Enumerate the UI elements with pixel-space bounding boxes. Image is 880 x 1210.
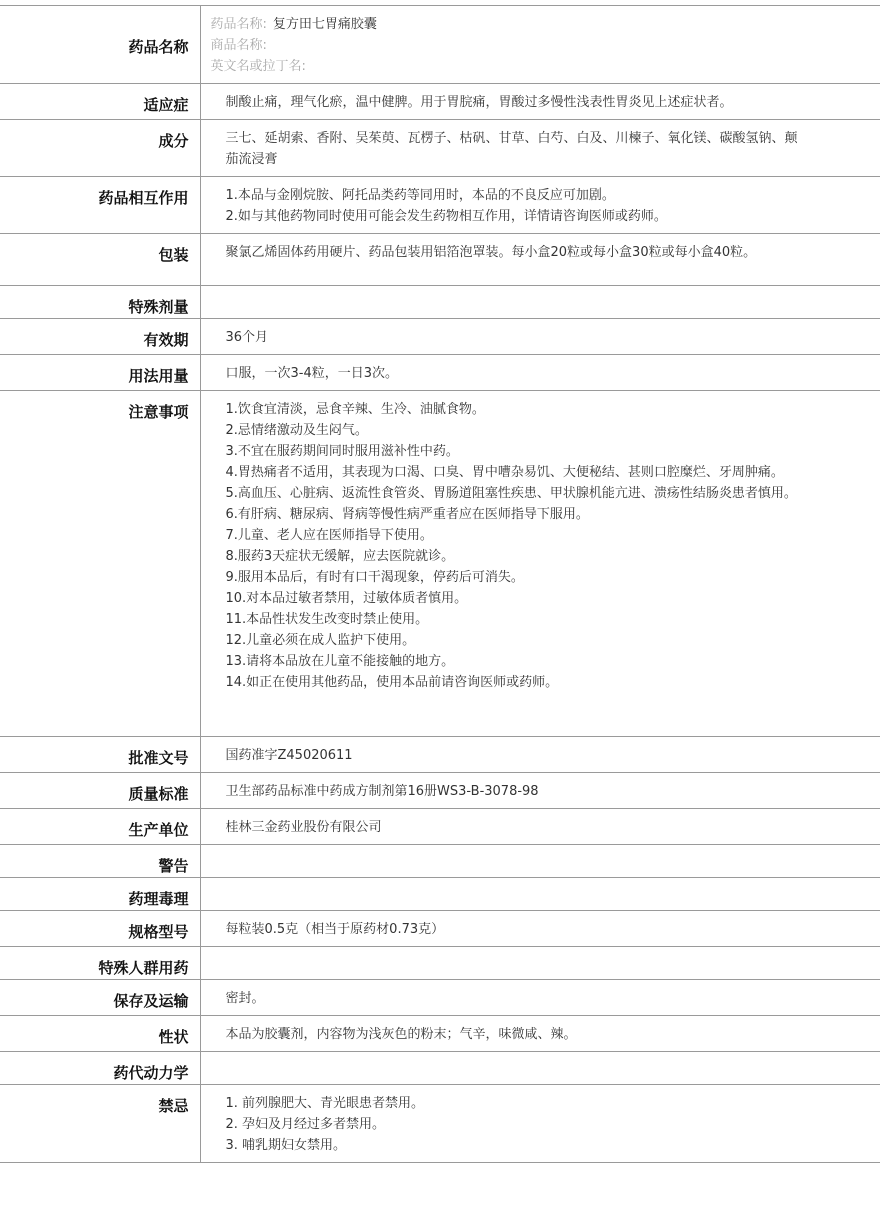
properties-line: 本品为胶囊剂，内容物为浅灰色的粉末；气辛，味微咸、辣。 — [225, 1027, 577, 1042]
precautions-line: 3.不宜在服药期间同时服用滋补性中药。 — [225, 444, 459, 459]
row-special-populations — [0, 947, 880, 980]
shelf-life-label: 有效期 — [0, 319, 200, 355]
precautions-line: 7.儿童、老人应在医师指导下使用。 — [225, 528, 433, 543]
manufacturer-label: 生产单位 — [0, 809, 200, 845]
row-ingredients — [0, 120, 880, 177]
dosage-value — [200, 355, 880, 391]
row-approval-number — [0, 737, 880, 773]
row-packaging — [0, 234, 880, 286]
drug-interactions-label: 药品相互作用 — [0, 177, 200, 234]
special-dosage-value — [200, 286, 880, 319]
drug-info-table — [0, 5, 880, 1163]
quality-standard-label: 质量标准 — [0, 773, 200, 809]
generic-name-value: 复方田七胃痛胶囊 — [272, 17, 377, 32]
precautions-value — [200, 391, 880, 737]
row-precautions — [0, 391, 880, 737]
specification-label: 规格型号 — [0, 911, 200, 947]
ingredients-line: 三七、延胡索、香附、吴茱萸、瓦楞子、枯矾、甘草、白芍、白及、川楝子、氧化镁、碳酸氢钠、颠茄流浸膏 — [225, 131, 798, 167]
properties-value — [200, 1016, 880, 1052]
indications-label: 适应症 — [0, 84, 200, 120]
precautions-line: 4.胃热痛者不适用，其表现为口渴、口臭、胃中嘈杂易饥、大便秘结、甚则口腔糜烂、牙周肿痛。 — [225, 465, 784, 480]
packaging-value — [200, 234, 880, 286]
quality-standard-value — [200, 773, 880, 809]
contraindications-label: 禁忌 — [0, 1085, 200, 1163]
drug-name-value — [200, 6, 880, 84]
special-dosage-label: 特殊剂量 — [0, 286, 200, 319]
precautions-line: 8.服药3天症状无缓解，应去医院就诊。 — [225, 549, 455, 564]
generic-name-key: 药品名称: — [210, 17, 267, 32]
shelf-life-line: 36个月 — [225, 330, 269, 345]
row-dosage — [0, 355, 880, 391]
manufacturer-value — [200, 809, 880, 845]
dosage-line: 口服，一次3-4粒，一日3次。 — [225, 366, 399, 381]
approval-number-value — [200, 737, 880, 773]
precautions-line: 13.请将本品放在儿童不能接触的地方。 — [225, 654, 455, 669]
row-shelf-life — [0, 319, 880, 355]
precautions-line: 12.儿童必须在成人监护下使用。 — [225, 633, 416, 648]
pharmacokinetics-label: 药代动力学 — [0, 1052, 200, 1085]
precautions-line: 11.本品性状发生改变时禁止使用。 — [225, 612, 429, 627]
contraindications-line: 1. 前列腺肥大、青光眼患者禁用。 — [225, 1096, 425, 1111]
pharmacology-toxicology-value — [200, 878, 880, 911]
shelf-life-value — [200, 319, 880, 355]
contraindications-value — [200, 1085, 880, 1163]
row-specification — [0, 911, 880, 947]
generic-name-line — [211, 14, 880, 35]
precautions-line: 2.忌情绪激动及生闷气。 — [225, 423, 368, 438]
warning-label: 警告 — [0, 845, 200, 878]
special-populations-label: 特殊人群用药 — [0, 947, 200, 980]
row-pharmacology-toxicology — [0, 878, 880, 911]
precautions-line: 1.饮食宜清淡，忌食辛辣、生冷、油腻食物。 — [225, 402, 485, 417]
precautions-line: 14.如正在使用其他药品，使用本品前请咨询医师或药师。 — [225, 675, 559, 690]
warning-value — [200, 845, 880, 878]
contraindications-line: 3. 哺乳期妇女禁用。 — [225, 1138, 347, 1153]
specification-line: 每粒装0.5克（相当于原药材0.73克） — [225, 922, 445, 937]
storage-transport-line: 密封。 — [225, 991, 265, 1006]
precautions-line: 5.高血压、心脏病、返流性食管炎、胃肠道阻塞性疾患、甲状腺机能亢进、溃疡性结肠炎患者慎用。 — [225, 486, 797, 501]
drug-interactions-line: 2.如与其他药物同时使用可能会发生药物相互作用，详情请咨询医师或药师。 — [225, 209, 667, 224]
packaging-line: 聚氯乙烯固体药用硬片、药品包装用铝箔泡罩装。每小盒20粒或每小盒30粒或每小盒40粒。 — [225, 245, 757, 260]
quality-standard-line: 卫生部药品标准中药成方制剂第16册WS3-B-3078-98 — [225, 784, 539, 799]
row-drug-interactions — [0, 177, 880, 234]
row-indications — [0, 84, 880, 120]
contraindications-line: 2. 孕妇及月经过多者禁用。 — [225, 1117, 386, 1132]
specification-value — [200, 911, 880, 947]
precautions-line: 10.对本品过敏者禁用，过敏体质者慎用。 — [225, 591, 468, 606]
trade-name-line — [211, 35, 880, 56]
approval-number-line: 国药准字Z45020611 — [225, 748, 353, 763]
packaging-label: 包装 — [0, 234, 200, 286]
english-name-key: 英文名或拉丁名: — [210, 59, 306, 74]
row-pharmacokinetics — [0, 1052, 880, 1085]
dosage-label: 用法用量 — [0, 355, 200, 391]
trade-name-key: 商品名称: — [210, 38, 267, 53]
precautions-label: 注意事项 — [0, 391, 200, 737]
manufacturer-line: 桂林三金药业股份有限公司 — [225, 820, 382, 835]
ingredients-value — [200, 120, 880, 177]
precautions-line: 9.服用本品后，有时有口干渴现象，停药后可消失。 — [225, 570, 524, 585]
properties-label: 性状 — [0, 1016, 200, 1052]
row-storage-transport — [0, 980, 880, 1016]
pharmacokinetics-value — [200, 1052, 880, 1085]
english-name-line — [211, 56, 880, 77]
ingredients-label: 成分 — [0, 120, 200, 177]
storage-transport-value — [200, 980, 880, 1016]
pharmacology-toxicology-label: 药理毒理 — [0, 878, 200, 911]
row-manufacturer — [0, 809, 880, 845]
drug-interactions-line: 1.本品与金刚烷胺、阿托品类药等同用时，本品的不良反应可加剧。 — [225, 188, 615, 203]
storage-transport-label: 保存及运输 — [0, 980, 200, 1016]
drug-interactions-value — [200, 177, 880, 234]
precautions-line: 6.有肝病、糖尿病、肾病等慢性病严重者应在医师指导下服用。 — [225, 507, 589, 522]
drug-name-label: 药品名称 — [0, 6, 200, 84]
special-populations-value — [200, 947, 880, 980]
row-special-dosage — [0, 286, 880, 319]
approval-number-label: 批准文号 — [0, 737, 200, 773]
row-warning — [0, 845, 880, 878]
row-contraindications — [0, 1085, 880, 1163]
row-properties — [0, 1016, 880, 1052]
row-drug-name — [0, 6, 880, 84]
indications-line: 制酸止痛，理气化瘀，温中健脾。用于胃脘痛，胃酸过多慢性浅表性胃炎见上述症状者。 — [225, 95, 733, 110]
indications-value — [200, 84, 880, 120]
row-quality-standard — [0, 773, 880, 809]
